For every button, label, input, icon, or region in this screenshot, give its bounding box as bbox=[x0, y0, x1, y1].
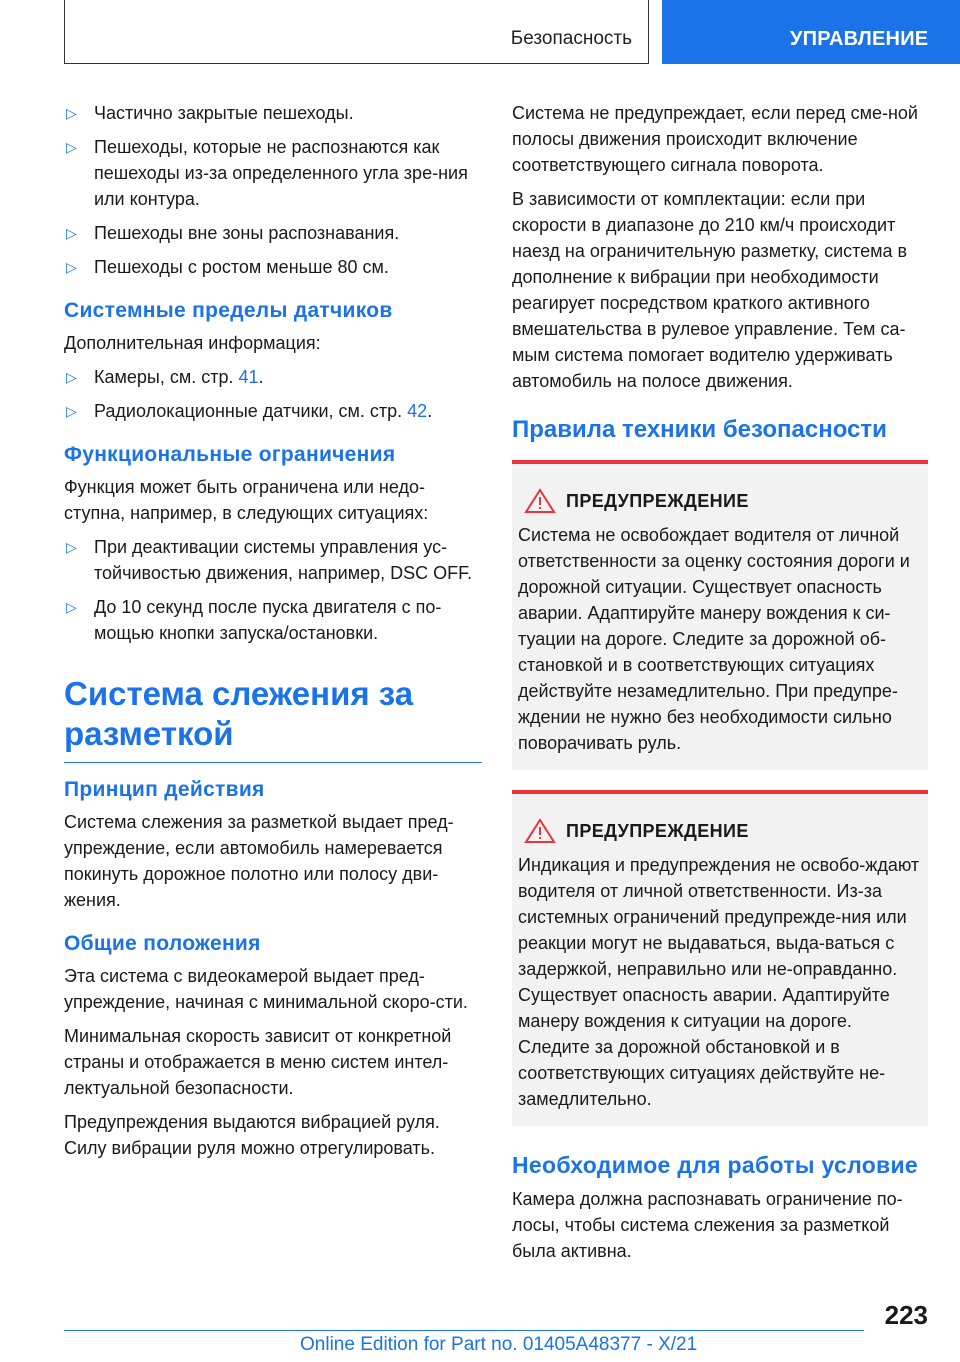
warning-triangle-icon bbox=[524, 818, 556, 844]
functional-limits-text: Функция может быть ограничена или недо-ступна, например, в следующих ситуациях: bbox=[64, 477, 429, 523]
page-ref-link[interactable]: 41 bbox=[238, 367, 259, 387]
list-item: ▷ Частично закрытые пешеходы. bbox=[64, 100, 482, 126]
general-heading: Общие положения bbox=[64, 932, 261, 955]
right-column bbox=[512, 100, 928, 1272]
signal-text: Система не предупреждает, если перед сме-ной полосы движения происходит включение соответствующего сигнала поворота. bbox=[512, 103, 918, 175]
sensor-limits-heading: Системные пределы датчиков bbox=[64, 299, 393, 322]
triangle-bullet-icon: ▷ bbox=[66, 259, 77, 275]
footer-edition: Online Edition for Part no. 01405A48377 - X/21 bbox=[300, 1334, 698, 1355]
triangle-bullet-icon: ▷ bbox=[66, 105, 77, 121]
page-ref-link[interactable]: 42 bbox=[407, 401, 428, 421]
sensor-refs-list bbox=[64, 364, 482, 424]
header-chapter-tab bbox=[662, 0, 960, 64]
more-info-text: Дополнительная информация: bbox=[64, 333, 321, 353]
header-chapter-title: УПРАВЛЕНИЕ bbox=[790, 28, 929, 50]
requirement-text: Камера должна распознавать ограничение по-лосы, чтобы система слежения за разметкой была активна. bbox=[512, 1189, 903, 1261]
triangle-bullet-icon: ▷ bbox=[66, 139, 77, 155]
header-section-title: Безопасность bbox=[510, 28, 632, 49]
warning-label: ПРЕДУПРЕЖДЕНИЕ bbox=[566, 820, 749, 841]
list-item: ▷ Пешеходы вне зоны распознавания. bbox=[64, 220, 482, 246]
left-column bbox=[64, 100, 482, 1169]
triangle-bullet-icon: ▷ bbox=[66, 599, 77, 615]
triangle-bullet-icon: ▷ bbox=[66, 403, 77, 419]
page-number: 223 bbox=[884, 1300, 928, 1330]
triangle-bullet-icon: ▷ bbox=[66, 369, 77, 385]
list-item: ▷ Радиолокационные датчики, см. стр. 42. bbox=[64, 398, 482, 424]
list-item: ▷ Камеры, см. стр. 41. bbox=[64, 364, 482, 390]
principle-text: Система слежения за разметкой выдает пред-упреждение, если автомобиль намеревается покинуть дорожное полотно или полосу дви-жения. bbox=[64, 812, 454, 910]
functional-limits-heading: Функциональные ограничения bbox=[64, 443, 396, 466]
footer-divider bbox=[64, 1330, 864, 1331]
list-item: ▷ До 10 секунд после пуска двигателя с по-мощью кнопки запуска/остановки. bbox=[64, 594, 482, 646]
requirement-heading: Необходимое для работы условие bbox=[512, 1152, 919, 1178]
pedestrian-limits-list bbox=[64, 100, 482, 280]
warning-label: ПРЕДУПРЕЖДЕНИЕ bbox=[566, 490, 749, 511]
equipment-text: В зависимости от комплектации: если при скорости в диапазоне до 210 км/ч происходит наезд на ограничительную разметку, система в дополнение к вибрации при необходимости реагирует посредством краткого активного вмешательства в рулевое управление. Тем са-мым система помогает водителю удерживать автомобиль на полосе движения. bbox=[512, 189, 908, 391]
list-item: ▷ Пешеходы, которые не распознаются как пешеходы из-за определенного угла зре-ния или контура. bbox=[64, 134, 482, 212]
warning-text: Система не освобождает водителя от личной ответственности за оценку состояния дороги и дорожной ситуации. Существует опасность аварии. Адаптируйте манеру вождения к си-туации на дороге. Следите за дорожной об-становкой и в соответствующих ситуациях действуйте незамедлительно. При предупре-ждении не нужно без необходимости сильно поворачивать руль. bbox=[518, 525, 910, 753]
warning-box bbox=[512, 790, 928, 1126]
lane-departure-heading: Система слежения за разметкой bbox=[64, 675, 414, 752]
heading-divider bbox=[64, 762, 482, 763]
safety-rules-heading: Правила техники безопасности bbox=[512, 416, 887, 443]
warning-text: Индикация и предупреждения не освобо-ждают водителя от личной ответственности. Из-за системных ограничений предупрежде-ния или реакции могут не выдаваться, выда-ваться с задержкой, неправильно или не-оправданно. Существует опасность аварии. Адаптируйте манеру вождения к ситуации на дороге. Следите за дорожной обстановкой и в соответствующих ситуациях действуйте не-замедлительно. bbox=[518, 855, 920, 1109]
general-text-3: Предупреждения выдаются вибрацией руля. Силу вибрации руля можно отрегулировать. bbox=[64, 1112, 440, 1158]
functional-limits-list bbox=[64, 534, 482, 646]
header-section-tab bbox=[64, 0, 649, 64]
warning-box bbox=[512, 460, 928, 770]
warning-triangle-icon bbox=[524, 488, 556, 514]
triangle-bullet-icon: ▷ bbox=[66, 225, 77, 241]
list-item: ▷ При деактивации системы управления ус-тойчивостью движения, например, DSC OFF. bbox=[64, 534, 482, 586]
list-item: ▷ Пешеходы с ростом меньше 80 см. bbox=[64, 254, 482, 280]
general-text-1: Эта система с видеокамерой выдает пред-упреждение, начиная с минимальной скоро-сти. bbox=[64, 966, 468, 1012]
general-text-2: Минимальная скорость зависит от конкретной страны и отображается в меню систем интел-лектуальной безопасности. bbox=[64, 1026, 452, 1098]
triangle-bullet-icon: ▷ bbox=[66, 539, 77, 555]
principle-heading: Принцип действия bbox=[64, 778, 265, 801]
